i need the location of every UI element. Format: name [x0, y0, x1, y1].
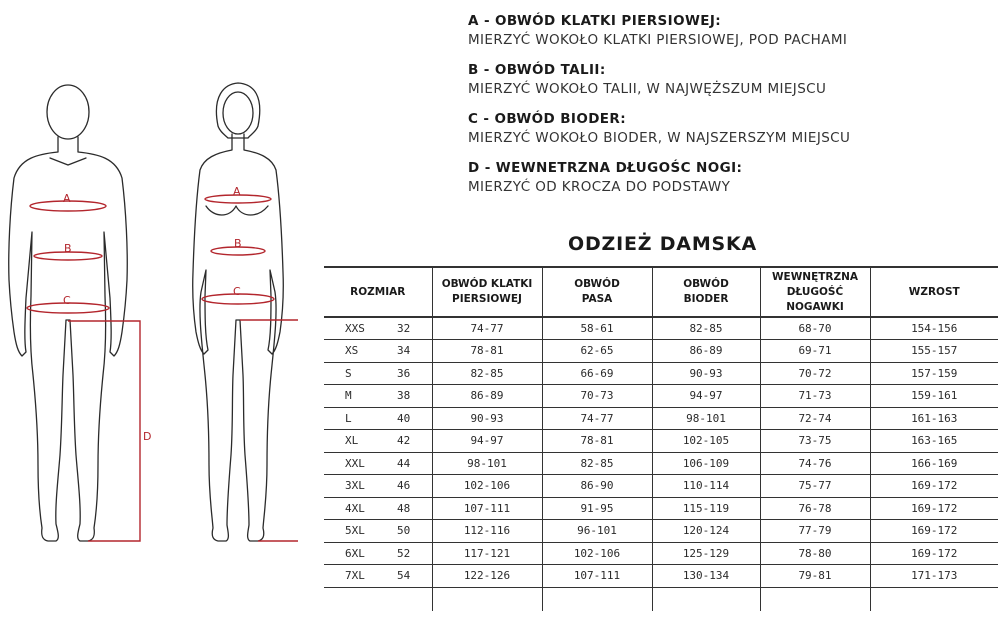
- hips-cell: 86-89: [652, 340, 760, 363]
- chest-cell: 98-101: [432, 452, 542, 475]
- size-label: XS: [345, 344, 359, 358]
- eu-size: 50: [397, 524, 411, 538]
- chest-cell: 102-106: [432, 475, 542, 498]
- male-chest-letter: A: [63, 192, 71, 205]
- table-row: [324, 520, 998, 543]
- size-label: XL: [345, 434, 359, 448]
- hips-cell: 90-93: [652, 362, 760, 385]
- legend-title: D - WEWNETRZNA DŁUGOŚC NOGI:: [468, 160, 743, 176]
- empty-cell: [324, 587, 432, 611]
- table-row: [324, 430, 998, 453]
- eu-size: 52: [397, 546, 411, 560]
- inseam-cell: 79-81: [760, 565, 870, 588]
- table-row: [324, 475, 998, 498]
- table-row: [324, 407, 998, 430]
- height-cell: 161-163: [870, 407, 998, 430]
- chest-cell: 112-116: [432, 520, 542, 543]
- inseam-cell: 78-80: [760, 542, 870, 565]
- hips-cell: 130-134: [652, 565, 760, 588]
- size-label: XXL: [345, 456, 365, 470]
- waist-cell: 107-111: [542, 565, 652, 588]
- empty-cell: [432, 587, 542, 611]
- size-cell: [324, 407, 432, 430]
- table-row: [324, 542, 998, 565]
- header-waist: OBWÓD PASA: [542, 267, 652, 317]
- eu-size: 34: [397, 344, 411, 358]
- header-row: [324, 267, 998, 317]
- body-figures: [0, 0, 320, 626]
- hips-cell: 115-119: [652, 497, 760, 520]
- hips-cell: 102-105: [652, 430, 760, 453]
- female-measure-lines: [202, 195, 298, 541]
- height-cell: 154-156: [870, 317, 998, 340]
- male-waist-letter: B: [64, 242, 72, 255]
- waist-cell: 70-73: [542, 385, 652, 408]
- female-measure-labels: [233, 185, 242, 298]
- eu-size: 32: [397, 322, 411, 335]
- waist-cell: 86-90: [542, 475, 652, 498]
- female-chest-letter: A: [233, 185, 241, 198]
- waist-cell: 96-101: [542, 520, 652, 543]
- header-height: WZROST: [870, 267, 998, 317]
- header-inseam: WEWNĘTRZNA DŁUGOŚĆ NOGAWKI: [760, 267, 870, 317]
- size-cell: [324, 362, 432, 385]
- height-cell: 155-157: [870, 340, 998, 363]
- female-waist-letter: B: [234, 237, 242, 250]
- waist-cell: 82-85: [542, 452, 652, 475]
- waist-cell: 102-106: [542, 542, 652, 565]
- size-label: M: [345, 389, 352, 403]
- inseam-cell: 71-73: [760, 385, 870, 408]
- size-table: [324, 266, 998, 611]
- female-bust-line: [206, 206, 268, 215]
- legend-title: A - OBWÓD KLATKI PIERSIOWEJ:: [468, 13, 722, 29]
- chest-cell: 74-77: [432, 317, 542, 340]
- size-label: 5XL: [345, 524, 365, 538]
- legend-desc: MIERZYĆ WOKOŁO TALII, W NAJWĘŻSZUM MIEJSCU: [468, 81, 827, 97]
- height-cell: 169-172: [870, 497, 998, 520]
- legend-desc: MIERZYĆ WOKOŁO KLATKI PIERSIOWEJ, POD PACHAMI: [468, 32, 848, 48]
- chest-cell: 78-81: [432, 340, 542, 363]
- height-cell: 163-165: [870, 430, 998, 453]
- male-measure-lines: [27, 201, 140, 541]
- hips-cell: 98-101: [652, 407, 760, 430]
- empty-cell: [542, 587, 652, 611]
- size-cell: [324, 520, 432, 543]
- male-inseam-letter: D: [143, 430, 152, 443]
- female-head: [223, 92, 253, 134]
- header-chest: OBWÓD KLATKI PIERSIOWEJ: [432, 267, 542, 317]
- table-row: [324, 497, 998, 520]
- height-cell: 159-161: [870, 385, 998, 408]
- waist-cell: 78-81: [542, 430, 652, 453]
- legend-desc: MIERZYĆ OD KROCZA DO PODSTAWY: [468, 179, 731, 195]
- eu-size: 46: [397, 479, 411, 493]
- legend-desc: MIERZYĆ WOKOŁO BIODER, W NAJSZERSZYM MIEJSCU: [468, 130, 851, 146]
- size-cell: [324, 317, 432, 340]
- legend-title: B - OBWÓD TALII:: [468, 62, 606, 78]
- height-cell: 169-172: [870, 520, 998, 543]
- height-cell: 166-169: [870, 452, 998, 475]
- height-cell: 157-159: [870, 362, 998, 385]
- hips-cell: 125-129: [652, 542, 760, 565]
- size-cell: [324, 542, 432, 565]
- eu-size: 36: [397, 366, 411, 380]
- eu-size: 54: [397, 569, 411, 583]
- table-row: [324, 385, 998, 408]
- inseam-cell: 69-71: [760, 340, 870, 363]
- inseam-cell: 68-70: [760, 317, 870, 340]
- male-inseam-bracket: [68, 321, 140, 541]
- size-cell: [324, 475, 432, 498]
- empty-cell: [760, 587, 870, 611]
- chest-cell: 107-111: [432, 497, 542, 520]
- chest-cell: 117-121: [432, 542, 542, 565]
- legend-inseam: [468, 159, 988, 197]
- legend-chest: [468, 12, 988, 50]
- legend-hips: [468, 110, 988, 148]
- chest-cell: 90-93: [432, 407, 542, 430]
- chest-cell: 86-89: [432, 385, 542, 408]
- hips-cell: 110-114: [652, 475, 760, 498]
- waist-cell: 58-61: [542, 317, 652, 340]
- size-cell: [324, 385, 432, 408]
- male-hips-letter: C: [63, 294, 71, 307]
- size-label: L: [345, 411, 352, 425]
- female-hips-letter: C: [233, 285, 241, 298]
- size-cell: [324, 452, 432, 475]
- hips-cell: 94-97: [652, 385, 760, 408]
- hips-cell: 82-85: [652, 317, 760, 340]
- male-collar-line: [50, 158, 86, 165]
- height-cell: 171-173: [870, 565, 998, 588]
- inseam-cell: 73-75: [760, 430, 870, 453]
- inseam-cell: 70-72: [760, 362, 870, 385]
- empty-cell: [870, 587, 998, 611]
- table-row: [324, 317, 998, 340]
- female-figure: [193, 83, 284, 541]
- eu-size: 40: [397, 411, 411, 425]
- size-cell: [324, 565, 432, 588]
- chest-cell: 122-126: [432, 565, 542, 588]
- table-row: [324, 565, 998, 588]
- height-cell: 169-172: [870, 542, 998, 565]
- header-hips: OBWÓD BIODER: [652, 267, 760, 317]
- eu-size: 44: [397, 456, 411, 470]
- table-row: [324, 452, 998, 475]
- header-size: ROZMIAR: [324, 267, 432, 317]
- inseam-cell: 74-76: [760, 452, 870, 475]
- empty-row: [324, 587, 998, 611]
- eu-size: 42: [397, 434, 411, 448]
- empty-cell: [652, 587, 760, 611]
- table-row: [324, 340, 998, 363]
- hips-cell: 120-124: [652, 520, 760, 543]
- size-label: XXS: [345, 322, 365, 335]
- size-cell: [324, 430, 432, 453]
- waist-cell: 74-77: [542, 407, 652, 430]
- inseam-cell: 76-78: [760, 497, 870, 520]
- waist-cell: 66-69: [542, 362, 652, 385]
- male-head: [47, 85, 89, 139]
- male-measure-labels: [63, 192, 151, 443]
- table-title: ODZIEŻ DAMSKA: [568, 233, 758, 255]
- chest-cell: 94-97: [432, 430, 542, 453]
- size-label: 4XL: [345, 501, 365, 515]
- waist-cell: 91-95: [542, 497, 652, 520]
- hips-cell: 106-109: [652, 452, 760, 475]
- size-label: 3XL: [345, 479, 365, 493]
- waist-cell: 62-65: [542, 340, 652, 363]
- table-row: [324, 362, 998, 385]
- height-cell: 169-172: [870, 475, 998, 498]
- size-cell: [324, 497, 432, 520]
- eu-size: 38: [397, 389, 411, 403]
- legend-waist: [468, 61, 988, 99]
- inseam-cell: 72-74: [760, 407, 870, 430]
- size-label: 7XL: [345, 569, 365, 583]
- size-label: S: [345, 366, 352, 380]
- size-label: 6XL: [345, 546, 365, 560]
- legend-title: C - OBWÓD BIODER:: [468, 111, 627, 127]
- inseam-cell: 77-79: [760, 520, 870, 543]
- inseam-cell: 75-77: [760, 475, 870, 498]
- eu-size: 48: [397, 501, 411, 515]
- chest-cell: 82-85: [432, 362, 542, 385]
- size-cell: [324, 340, 432, 363]
